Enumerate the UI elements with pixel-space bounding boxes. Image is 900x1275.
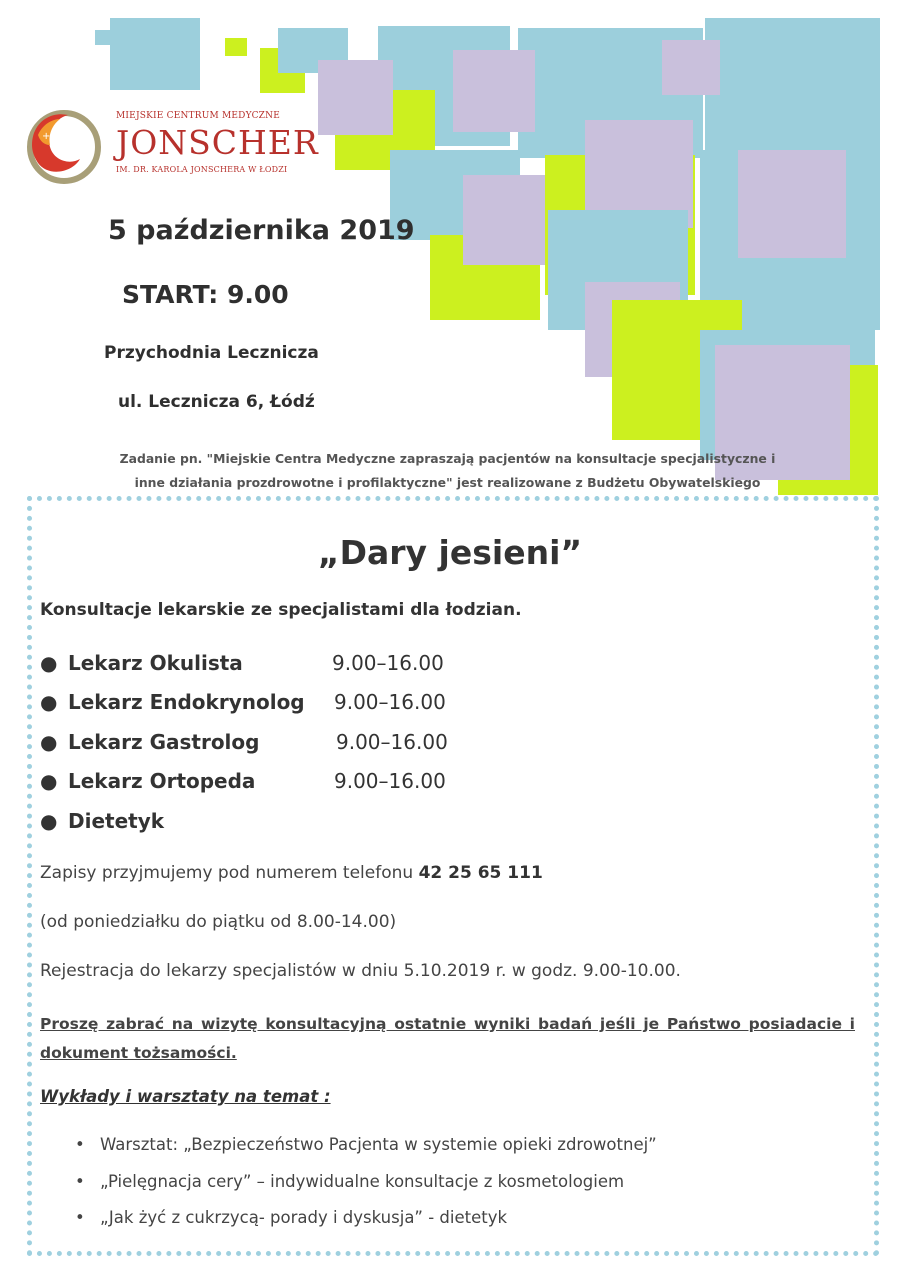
task-note-line2: inne działania prozdrowotne i profilaktyczne" jest realizowane z Budżetu Obywatelskiego [134,475,761,490]
decorative-square [662,40,720,95]
logo-name: JONSCHER [116,123,319,162]
specialist-name: Lekarz Gastrolog [68,730,260,754]
jonscher-logo [24,105,324,190]
specialist-name: Dietetyk [68,809,165,833]
logo-bottom-text: IM. DR. KAROLA JONSCHERA W ŁODZI [116,165,288,174]
jonscher-logo-icon [24,105,102,185]
decorative-square [738,150,846,258]
decorative-square [453,50,535,132]
bullet-icon: ● [40,809,58,833]
signup-text: Zapisy przyjmujemy pod numerem telefonu [40,863,419,883]
decorative-square [318,60,393,135]
lecture-text: Warsztat: „Bezpieczeństwo Pacjenta w systemie opieki zdrowotnej” [100,1135,657,1154]
decorative-squares [0,0,900,500]
bullet-icon: • [75,1135,85,1154]
event-date: 5 października 2019 [108,215,415,246]
event-subtitle: Konsultacje lekarskie ze specjalistami dla łodzian. [40,600,522,620]
decorative-square [110,18,200,90]
signup-hours: (od poniedziałku do piątku od 8.00-14.00) [40,912,397,932]
event-title: „Dary jesieni” [317,533,583,572]
specialist-name: Lekarz Ortopeda [68,769,256,793]
bullet-icon: ● [40,730,58,754]
bullet-icon: ● [40,690,58,714]
task-note-line1: Zadanie pn. "Miejskie Centra Medyczne zapraszają pacjentów na konsultacje specjalistyczne i [119,451,776,466]
decorative-square [225,38,247,56]
specialist-name: Lekarz Okulista [68,651,243,675]
decorative-square [463,175,548,265]
registration-info: Rejestracja do lekarzy specjalistów w dniu 5.10.2019 r. w godz. 9.00-10.00. [40,961,681,981]
signup-line [40,863,543,883]
lectures-title: Wykłady i warsztaty na temat : [40,1087,331,1106]
bullet-icon: ● [40,651,58,675]
logo-top-text: MIEJSKIE CENTRUM MEDYCZNE [116,111,280,121]
phone-number: 42 25 65 111 [418,863,543,883]
bullet-icon: • [75,1208,85,1227]
event-address: ul. Lecznicza 6, Łódź [118,392,315,412]
decorative-square [95,30,110,45]
bullet-icon: • [75,1172,85,1191]
specialist-hours: 9.00–16.00 [334,690,446,714]
bring-documents-notice: Proszę zabrać na wizytę konsultacyjną ostatnie wyniki badań jeśli je Państwo posiadacie i dokument tożsamości. [40,1015,855,1062]
specialist-hours: 9.00–16.00 [334,769,446,793]
task-note [40,447,855,495]
event-start: START: 9.00 [122,280,289,309]
specialist-hours: 9.00–16.00 [336,730,448,754]
specialist-hours: 9.00–16.00 [332,651,444,675]
svg-text:+: + [42,131,51,142]
event-place: Przychodnia Lecznicza [104,343,319,363]
lecture-text: „Pielęgnacja cery” – indywidualne konsultacje z kosmetologiem [100,1172,625,1191]
specialist-name: Lekarz Endokrynolog [68,690,305,714]
bullet-icon: ● [40,769,58,793]
lecture-text: „Jak żyć z cukrzycą- porady i dyskusja” - dietetyk [100,1208,508,1227]
